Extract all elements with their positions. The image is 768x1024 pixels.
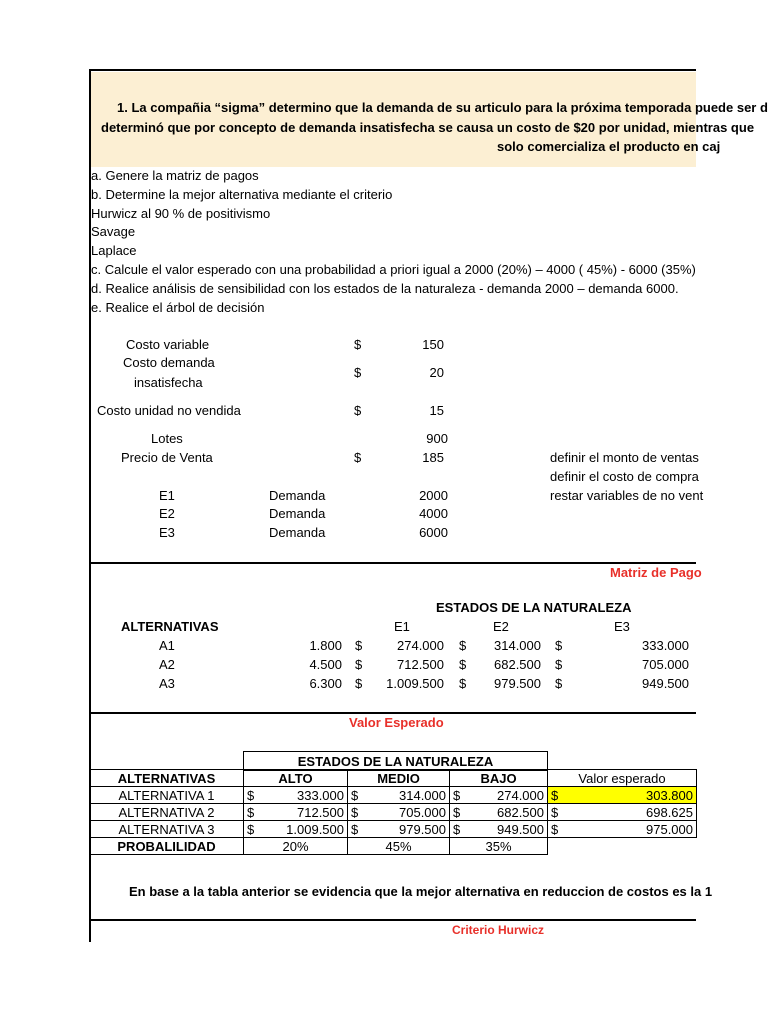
currency-sign: $	[459, 657, 467, 672]
ve-row-value: 698.625	[646, 804, 693, 820]
ve-row-alt: ALTERNATIVA 3	[90, 821, 244, 838]
instruction-a: a. Genere la matriz de pagos	[91, 168, 259, 183]
matriz-row-e3: 333.000	[642, 638, 689, 653]
matriz-row-e2: 314.000	[494, 638, 541, 653]
estado-id: E3	[159, 525, 175, 540]
ve-states-header: ESTADOS DE LA NATURALEZA	[244, 752, 548, 771]
estado-id: E1	[159, 488, 175, 503]
divider-hurwicz	[89, 919, 696, 921]
estado-label: Demanda	[269, 506, 326, 521]
divider-valor-esperado	[89, 712, 696, 714]
no-vendida-value: 15	[429, 403, 444, 418]
precio-value: 185	[422, 450, 444, 465]
matriz-alt-header: ALTERNATIVAS	[121, 619, 219, 634]
demanda-insat-value: 20	[429, 365, 444, 380]
divider-matriz	[89, 562, 696, 564]
currency-sign: $	[555, 676, 563, 691]
hurwicz-title: Criterio Hurwicz	[452, 923, 545, 937]
divider-top	[89, 69, 696, 71]
currency-sign: $	[551, 804, 559, 820]
estado-value: 6000	[419, 525, 448, 540]
matriz-row-e1: 1.009.500	[386, 676, 444, 691]
currency-sign: $	[453, 804, 461, 820]
demanda-insat-label-1: Costo demanda	[123, 355, 215, 370]
ve-row-bajo: 949.500	[497, 821, 544, 837]
estado-value: 4000	[419, 506, 448, 521]
ve-row-alto: 333.000	[297, 787, 344, 803]
currency-sign: $	[355, 676, 363, 691]
ve-best-cell	[548, 787, 697, 804]
ve-row-value: 975.000	[646, 821, 693, 837]
valor-esperado-title: Valor Esperado	[349, 715, 444, 730]
matriz-col-e2: E2	[493, 619, 509, 634]
demanda-insat-label-2: insatisfecha	[134, 375, 203, 390]
currency-sign: $	[459, 676, 467, 691]
instruction-savage: Savage	[91, 224, 136, 239]
estado-label: Demanda	[269, 525, 326, 540]
ve-header-table	[243, 751, 548, 771]
lotes-value: 900	[426, 431, 448, 446]
precio-label: Precio de Venta	[121, 450, 213, 465]
ve-row-medio: 314.000	[399, 787, 446, 803]
ve-conclusion: En base a la tabla anterior se evidencia que la mejor alternativa en reduccion de costos es la 1	[129, 884, 713, 899]
instruction-e: e. Realice el árbol de decisión	[91, 300, 265, 315]
ve-header-row	[90, 770, 697, 787]
currency-sign: $	[354, 337, 362, 352]
note-3: restar variables de no vent	[550, 488, 704, 503]
currency-sign: $	[354, 403, 362, 418]
ve-prob-row	[90, 838, 697, 855]
currency-sign: $	[247, 821, 255, 837]
instruction-laplace: Laplace	[91, 243, 137, 258]
ve-col-medio: MEDIO	[348, 770, 450, 787]
costo-variable-value: 150	[422, 337, 444, 352]
table-row	[90, 787, 697, 804]
ve-prob-alto: 20%	[244, 838, 348, 855]
matriz-row-e1: 712.500	[397, 657, 444, 672]
matriz-row-e2: 682.500	[494, 657, 541, 672]
currency-sign: $	[453, 821, 461, 837]
table-row	[90, 821, 697, 838]
currency-sign: $	[355, 638, 363, 653]
currency-sign: $	[453, 787, 461, 803]
currency-sign: $	[459, 638, 467, 653]
problem-statement	[91, 72, 768, 167]
note-2: definir el costo de compra	[550, 469, 699, 484]
valor-esperado-table	[89, 769, 697, 855]
matriz-row-v0: 1.800	[309, 638, 342, 653]
estado-id: E2	[159, 506, 175, 521]
matriz-row-e1: 274.000	[397, 638, 444, 653]
matriz-header: ESTADOS DE LA NATURALEZA	[436, 600, 632, 615]
matriz-row-e3: 705.000	[642, 657, 689, 672]
ve-row-medio: 979.500	[399, 821, 446, 837]
ve-col-alto: ALTO	[244, 770, 348, 787]
matriz-row-e2: 979.500	[494, 676, 541, 691]
currency-sign: $	[354, 450, 362, 465]
estado-label: Demanda	[269, 488, 326, 503]
estado-value: 2000	[419, 488, 448, 503]
ve-prob-label: PROBALILIDAD	[90, 838, 244, 855]
matriz-col-e3: E3	[614, 619, 630, 634]
note-1: definir el monto de ventas	[550, 450, 699, 465]
matriz-title: Matriz de Pago	[610, 565, 702, 580]
ve-row-alto: 712.500	[297, 804, 344, 820]
ve-col-bajo: BAJO	[450, 770, 548, 787]
table-row	[90, 804, 697, 821]
no-vendida-label: Costo unidad no vendida	[97, 403, 241, 418]
currency-sign: $	[551, 787, 559, 803]
currency-sign: $	[247, 787, 255, 803]
lotes-label: Lotes	[151, 431, 183, 446]
matriz-col-e1: E1	[394, 619, 410, 634]
instruction-hurwicz: Hurwicz al 90 % de positivismo	[91, 206, 271, 221]
ve-row-bajo: 682.500	[497, 804, 544, 820]
matriz-row-e3: 949.500	[642, 676, 689, 691]
ve-row-alt: ALTERNATIVA 1	[90, 787, 244, 804]
instruction-d: d. Realice análisis de sensibilidad con los estados de la naturaleza - demanda 2000 – demanda 6000.	[91, 281, 679, 296]
currency-sign: $	[354, 365, 362, 380]
ve-prob-medio: 45%	[348, 838, 450, 855]
currency-sign: $	[351, 804, 359, 820]
currency-sign: $	[551, 821, 559, 837]
currency-sign: $	[351, 787, 359, 803]
matriz-row-v0: 4.500	[309, 657, 342, 672]
currency-sign: $	[247, 804, 255, 820]
matriz-row-alt: A2	[159, 657, 175, 672]
statement-line-1: 1. La compañia “sigma” determino que la demanda de su articulo para la próxima temporada puede ser d	[117, 100, 768, 115]
statement-line-3: solo comercializa el producto en caj	[497, 139, 721, 154]
costo-variable-label: Costo variable	[126, 337, 210, 352]
matriz-row-alt: A1	[159, 638, 175, 653]
instruction-c: c. Calcule el valor esperado con una probabilidad a priori igual a 2000 (20%) – 4000 ( 45%) - 6000 (35%)	[91, 262, 696, 277]
currency-sign: $	[555, 657, 563, 672]
ve-row-bajo: 274.000	[497, 787, 544, 803]
ve-row-alt: ALTERNATIVA 2	[90, 804, 244, 821]
ve-col-valor: Valor esperado	[548, 770, 697, 787]
ve-row-value: 303.800	[646, 787, 693, 803]
ve-alt-header: ALTERNATIVAS	[90, 770, 244, 787]
currency-sign: $	[555, 638, 563, 653]
currency-sign: $	[351, 821, 359, 837]
currency-sign: $	[355, 657, 363, 672]
ve-prob-bajo: 35%	[450, 838, 548, 855]
instruction-b: b. Determine la mejor alternativa mediante el criterio	[91, 187, 393, 202]
matriz-row-v0: 6.300	[309, 676, 342, 691]
ve-row-alto: 1.009.500	[286, 821, 344, 837]
matriz-row-alt: A3	[159, 676, 175, 691]
statement-line-2: determinó que por concepto de demanda insatisfecha se causa un costo de $20 por unidad, mientras que	[101, 120, 755, 135]
ve-row-medio: 705.000	[399, 804, 446, 820]
